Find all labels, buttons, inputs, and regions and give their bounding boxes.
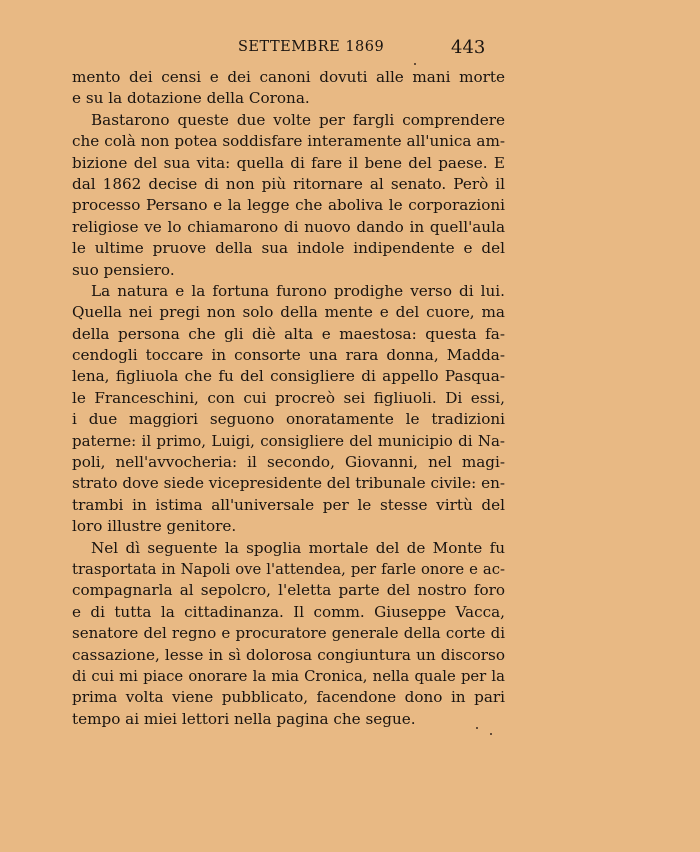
print-speck	[414, 63, 416, 65]
text-line: paterne: il primo, Luigi, consigliere del municipio di Na-	[72, 431, 505, 450]
body-text	[72, 67, 505, 730]
text-line: tempo ai miei lettori nella pagina che segue.	[72, 709, 416, 728]
text-line: che colà non potea soddisfare interamente all'unica am-	[72, 132, 505, 151]
page-number: 443	[451, 37, 486, 58]
text-line: i due maggiori seguono onoratamente le tradizioni	[72, 410, 505, 429]
print-speck	[476, 727, 478, 729]
text-line: processo Persano e la legge che aboliva le corporazioni	[72, 196, 505, 215]
text-line: e su la dotazione della Corona.	[72, 89, 310, 108]
text-line: di cui mi piace onorare la mia Cronica, nella quale per la	[72, 667, 505, 685]
text-line: mento dei censi e dei canoni dovuti alle mani morte	[72, 68, 505, 86]
text-line: cassazione, lesse in sì dolorosa congiuntura un discorso	[72, 645, 505, 664]
text-line: dal 1862 decise di non più ritornare al senato. Però il	[72, 174, 505, 193]
text-line: trambi in istima all'universale per le stesse virtù del	[72, 495, 505, 514]
text-line: prima volta viene pubblicato, facendone dono in pari	[72, 688, 505, 707]
print-speck	[490, 733, 492, 735]
text-line: le Franceschini, con cui procreò sei figliuoli. Di essi,	[72, 388, 505, 407]
text-line: loro illustre genitore.	[72, 517, 237, 536]
text-line: Quella nei pregi non solo della mente e del cuore, ma	[72, 303, 505, 322]
text-line: strato dove siede vicepresidente del tribunale civile: en-	[72, 474, 505, 493]
text-line: La natura e la fortuna furono prodighe verso di lui.	[91, 281, 505, 300]
text-line: senatore del regno e procuratore generale della corte di	[72, 624, 505, 643]
text-line: compagnarla al sepolcro, l'eletta parte del nostro foro	[72, 581, 505, 600]
text-line: della persona che gli diè alta e maestosa: questa fa-	[72, 324, 505, 343]
text-line: bizione del sua vita: quella di fare il bene del paese. E	[72, 153, 505, 172]
text-line: Bastarono queste due volte per fargli comprendere	[91, 110, 505, 129]
text-line: cendogli toccare in consorte una rara donna, Madda-	[72, 346, 505, 365]
text-line: poli, nell'avvocheria: il secondo, Giovanni, nel magi-	[72, 453, 505, 472]
text-line: le ultime pruove della sua indole indipendente e del	[72, 239, 505, 258]
text-line: Nel dì seguente la spoglia mortale del de Monte fu	[91, 538, 505, 557]
running-title: SETTEMBRE 1869	[238, 39, 385, 55]
text-line: suo pensiero.	[72, 260, 175, 279]
text-line: trasportata in Napoli ove l'attendea, per farle onore e ac-	[72, 560, 505, 578]
text-line: e di tutta la cittadinanza. Il comm. Giuseppe Vacca,	[72, 602, 505, 621]
text-line: religiose ve lo chiamarono di nuovo dando in quell'aula	[72, 217, 505, 236]
text-line: lena, figliuola che fu del consigliere di appello Pasqua-	[72, 367, 505, 386]
page-header	[0, 37, 700, 63]
